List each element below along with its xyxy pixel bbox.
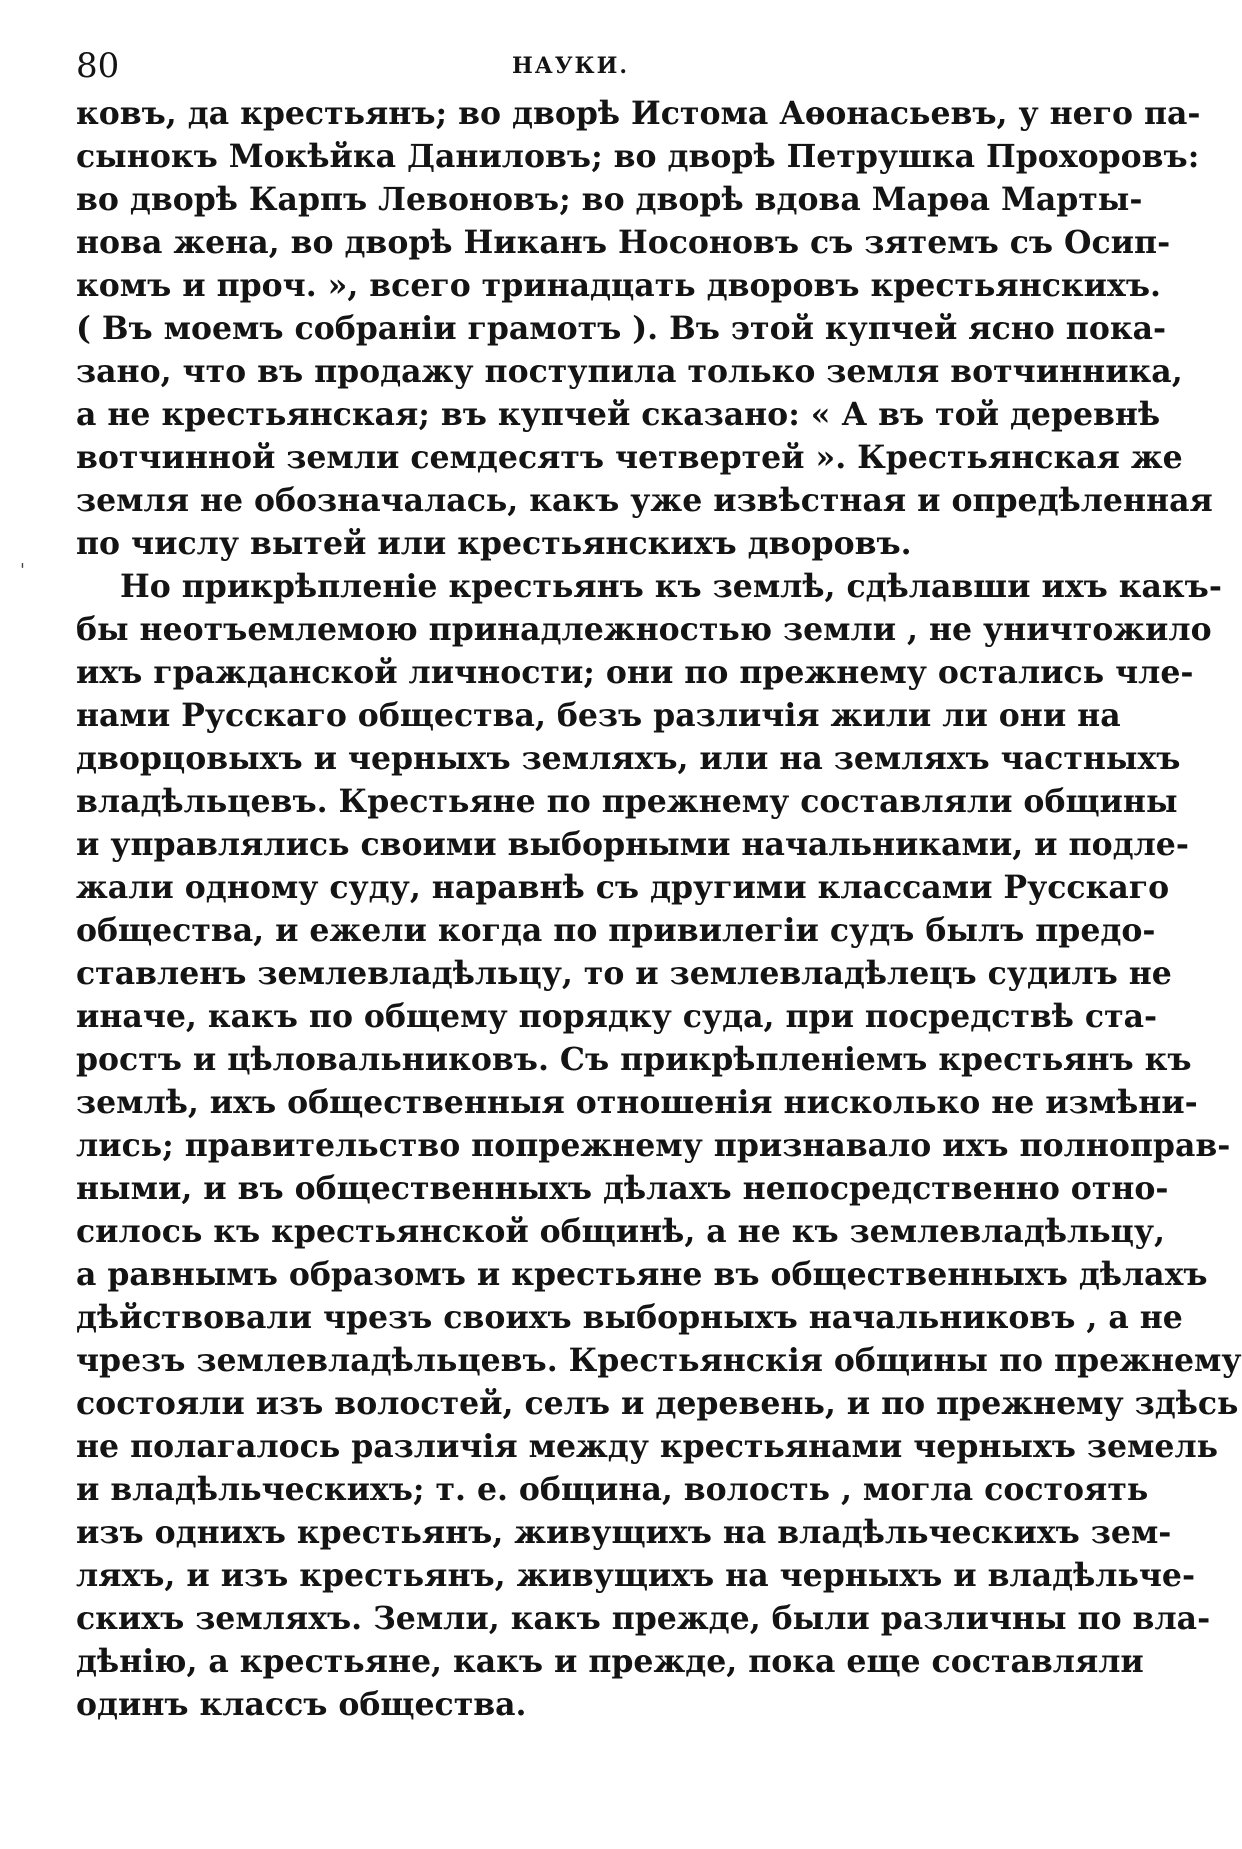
text-line: сынокъ Мокѣйка Даниловъ; во дворѣ Петрушка Прохоровъ: xyxy=(76,138,1200,175)
body-text xyxy=(76,92,1242,1726)
text-line: во дворѣ Карпъ Левоновъ; во дворѣ вдова Марѳа Марты- xyxy=(76,181,1143,218)
text-line: не полагалось различія между крестьянами черныхъ земель xyxy=(76,1428,1219,1465)
text-line: нова жена, во дворѣ Никанъ Носоновъ съ зятемъ съ Осип- xyxy=(76,224,1171,261)
text-line: зано, что въ продажу поступила только земля вотчинника, xyxy=(76,353,1183,390)
margin-mark: ' xyxy=(20,560,25,581)
text-line: и управлялись своими выборными начальниками, и подле- xyxy=(76,826,1189,863)
text-line: лись; правительство попрежнему признавало ихъ полноправ- xyxy=(76,1127,1231,1164)
text-line: ставленъ землевладѣльцу, то и землевладѣлецъ судилъ не xyxy=(76,955,1172,992)
text-line: и владѣльческихъ; т. е. община, волость , могла состоять xyxy=(76,1471,1149,1508)
text-line: а не крестьянская; въ купчей сказано: « А въ той деревнѣ xyxy=(76,396,1161,433)
text-line: иначе, какъ по общему порядку суда, при посредствѣ ста- xyxy=(76,998,1158,1035)
text-line: скихъ земляхъ. Земли, какъ прежде, были различны по вла- xyxy=(76,1600,1211,1637)
text-line: земля не обозначалась, какъ уже извѣстная и опредѣленная xyxy=(76,482,1213,519)
text-line: ростъ и цѣловальниковъ. Съ прикрѣпленіемъ крестьянъ къ xyxy=(76,1041,1192,1078)
text-line: одинъ классъ общества. xyxy=(76,1686,527,1723)
text-line: дѣйствовали чрезъ своихъ выборныхъ начальниковъ , а не xyxy=(76,1299,1183,1336)
text-line: силось къ крестьянской общинѣ, а не къ землевладѣльцу, xyxy=(76,1213,1165,1250)
text-line: а равнымъ образомъ и крестьяне въ общественныхъ дѣлахъ xyxy=(76,1256,1208,1293)
text-line: вотчинной земли семдесятъ четвертей ». Крестьянская же xyxy=(76,439,1183,476)
paragraph xyxy=(76,92,1213,565)
text-line: Но прикрѣпленіе крестьянъ къ землѣ, сдѣлавши ихъ какъ- xyxy=(120,568,1222,605)
text-line: ляхъ, и изъ крестьянъ, живущихъ на черныхъ и владѣльче- xyxy=(76,1557,1196,1594)
book-page xyxy=(76,40,1242,1726)
text-line: состояли изъ волостей, селъ и деревень, и по прежнему здѣсь xyxy=(76,1385,1239,1422)
page-number: 80 xyxy=(76,46,120,86)
text-line: землѣ, ихъ общественныя отношенія нисколько не измѣни- xyxy=(76,1084,1198,1121)
text-line: дворцовыхъ и черныхъ земляхъ, или на земляхъ частныхъ xyxy=(76,740,1181,777)
text-line: по числу вытей или крестьянскихъ дворовъ. xyxy=(76,525,912,562)
text-line: ковъ, да крестьянъ; во дворѣ Истома Аѳонасьевъ, у него па- xyxy=(76,95,1201,132)
text-line: изъ однихъ крестьянъ, живущихъ на владѣльческихъ зем- xyxy=(76,1514,1172,1551)
text-line: ными, и въ общественныхъ дѣлахъ непосредственно отно- xyxy=(76,1170,1169,1207)
text-line: бы неотъемлемою принадлежностью земли , не уничтожило xyxy=(76,611,1212,648)
text-line: ихъ гражданской личности; они по прежнему остались чле- xyxy=(76,654,1194,691)
page-header xyxy=(76,40,1076,92)
text-line: дѣнію, а крестьяне, какъ и прежде, пока еще составляли xyxy=(76,1643,1144,1680)
text-line: чрезъ землевладѣльцевъ. Крестьянскія общины по прежнему xyxy=(76,1342,1242,1379)
text-line: нами Русскаго общества, безъ различія жили ли они на xyxy=(76,697,1121,734)
running-head: НАУКИ. xyxy=(512,53,630,79)
text-line: владѣльцевъ. Крестьяне по прежнему составляли общины xyxy=(76,783,1178,820)
text-line: общества, и ежели когда по привилегіи судъ былъ предо- xyxy=(76,912,1156,949)
text-line: комъ и проч. », всего тринадцать дворовъ крестьянскихъ. xyxy=(76,267,1161,304)
text-line: ( Въ моемъ собраніи грамотъ ). Въ этой купчей ясно пока- xyxy=(76,310,1167,347)
paragraph xyxy=(76,565,1242,1726)
text-line: жали одному суду, наравнѣ съ другими классами Русскаго xyxy=(76,869,1170,906)
